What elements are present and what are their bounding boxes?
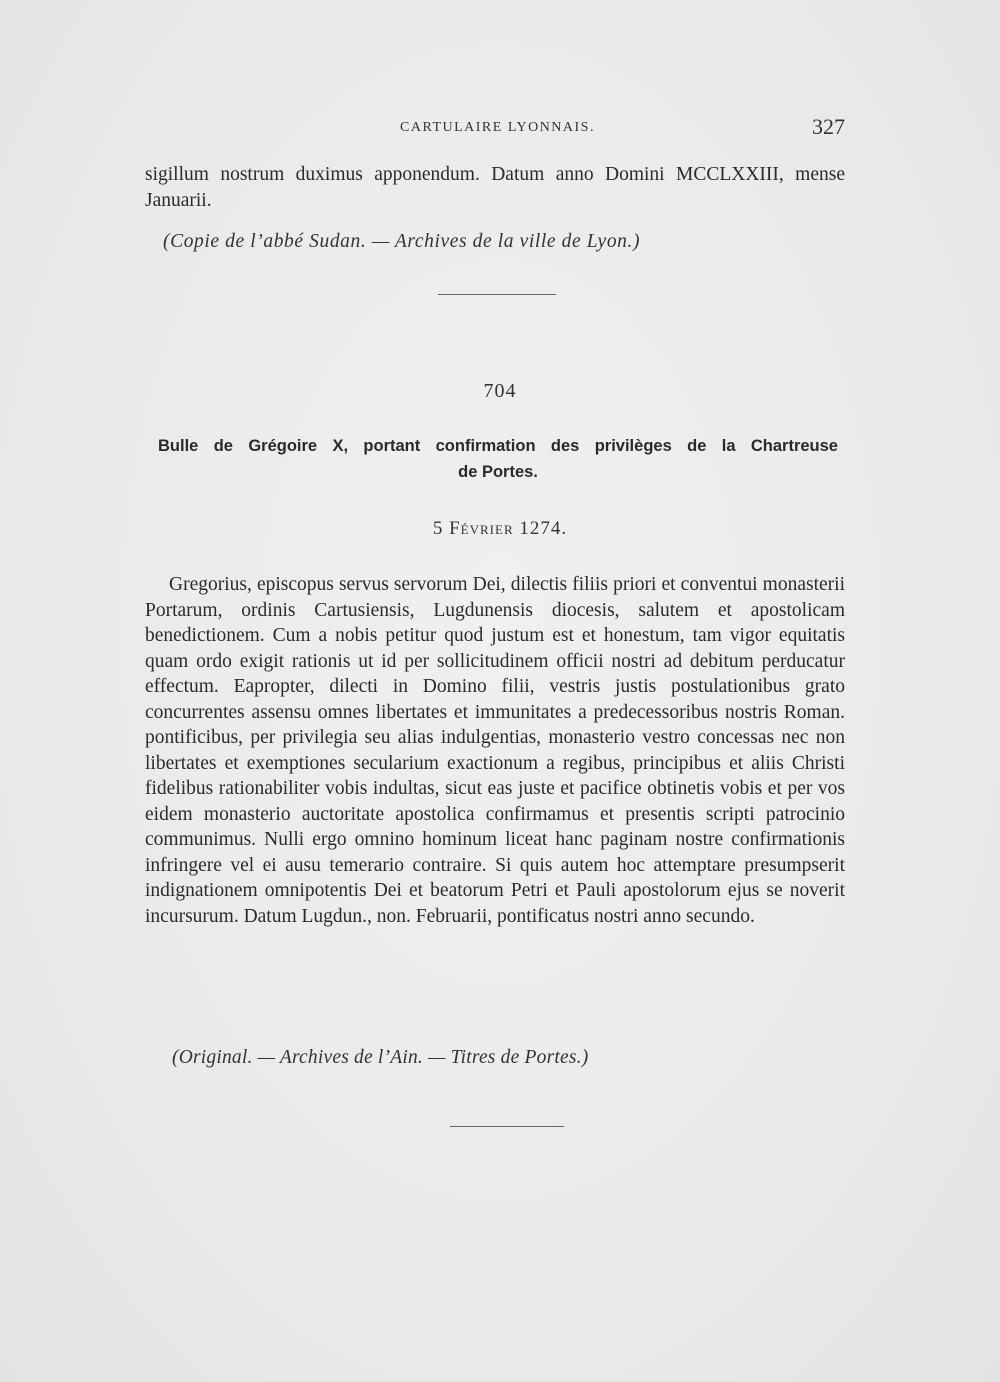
- section-divider: [438, 294, 556, 295]
- document-title-line-1: Bulle de Grégoire X, portant confirmation des privilèges de la Chartreuse: [158, 437, 838, 455]
- document-title: [158, 433, 838, 485]
- end-divider: [450, 1126, 564, 1127]
- running-head: [145, 114, 845, 144]
- document-title-line-2: de Portes.: [458, 463, 538, 481]
- previous-document-text: sigillum nostrum duximus apponendum. Datum anno Domini MCCLXXIII, mense Januarii.: [145, 164, 845, 211]
- document-number: 704: [483, 380, 517, 402]
- document-body: Gregorius, episcopus servus servorum Dei, dilectis filiis priori et conventui monasterii Portarum, ordinis Cartusiensis, Lugdunensis diocesis, salutem et apostolicam benedictionem. Cum a nobis petitur quod justum est et honestum, tam vigor equitatis quam ordo exigit rationis ut id per sollicitudinem officii nostri ad debitum perducatur effectum. Eapropter, dilecti in Domino filii, vestris justis postulationibus grato concurrentes assensu omnes libertates et immunitates a predecessoribus nostris Roman. pontificibus, per privilegia seu alias indulgentias, monasterio vestro concessas nec non libertates et exemptiones secularium exactionum a regibus, principibus et aliis Christi fidelibus rationabiliter vobis indultas, sicut eas juste et pacifice obtinetis vobis et per vos eidem monasterio auctoritate apostolica confirmamus et presentis scripti patrocinio communimus. Nulli ergo omnino hominum liceat hanc paginam nostre confirmationis infringere vel ei ausu temerario contraire. Si quis autem hoc attemptare presumpserit indignationem omnipotentis Dei et beatorum Petri et Pauli apostolorum ejus se noverit incursurum. Datum Lugdun., non. Februarii, pontificatus nostri anno secundo.: [145, 574, 845, 927]
- page-number: 327: [812, 114, 845, 139]
- document-date: [0, 518, 1000, 540]
- document-date-day: 5: [432, 518, 444, 539]
- running-title: CARTULAIRE LYONNAIS.: [400, 120, 595, 135]
- document-source: (Original. — Archives de l’Ain. — Titres de Portes.): [172, 1047, 589, 1068]
- document-date-month: Février: [449, 518, 514, 539]
- previous-document-source: (Copie de l’abbé Sudan. — Archives de la ville de Lyon.): [163, 231, 641, 252]
- document-date-year: 1274.: [519, 518, 568, 539]
